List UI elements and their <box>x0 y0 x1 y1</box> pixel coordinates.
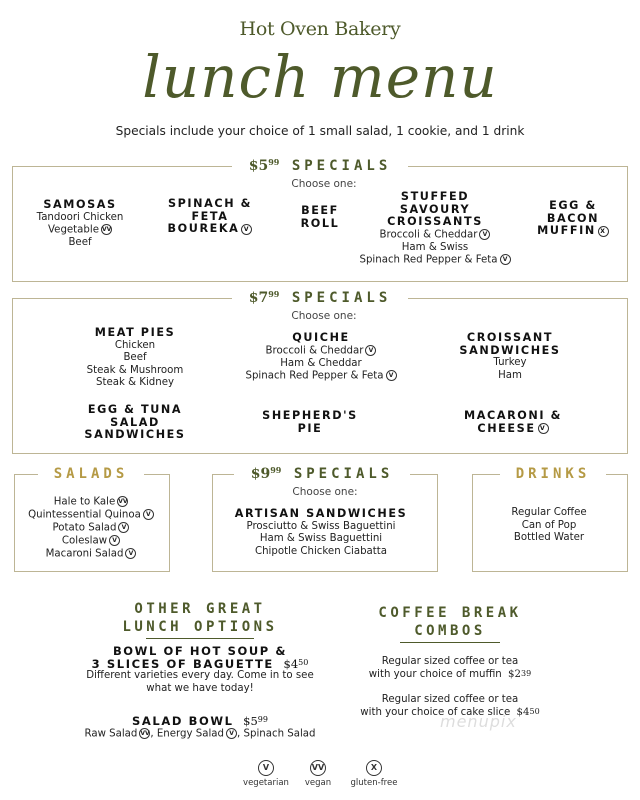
specials-799-choose: Choose one: <box>283 310 365 322</box>
coffee-combo-muffin: Regular sized coffee or tea with your choice of muffin $\$2^{39}$ <box>368 656 532 680</box>
watermark: menupix <box>440 712 517 731</box>
coffee-combo-cake: Regular sized coffee or tea with your choice of cake slice $\$4^{50}$ <box>360 694 540 718</box>
item-egg-tuna-sandwiches: EGG & TUNA SALAD SANDWICHES <box>84 403 186 441</box>
vegetarian-icon: V <box>125 548 136 559</box>
vegetarian-icon: V <box>538 423 549 434</box>
item-beef-roll: BEEF ROLL <box>300 204 340 230</box>
legend-gluten-free: X gluten-free <box>344 760 404 788</box>
vegetarian-icon: V <box>500 254 511 265</box>
coffee-break-divider <box>400 642 500 643</box>
vegan-icon: VV <box>118 498 128 505</box>
other-options-heading: OTHER GREAT LUNCH OPTIONS <box>122 601 278 635</box>
item-macaroni-cheese: MACARONI & CHEESE V <box>464 409 562 435</box>
vegan-icon: VV <box>140 729 150 737</box>
vegetarian-icon: V <box>109 535 120 546</box>
specials-599-choose: Choose one: <box>283 178 365 190</box>
vegetarian-icon: V <box>258 760 274 776</box>
vegetarian-icon: V <box>118 522 129 533</box>
coffee-break-heading: COFFEE BREAK COMBOS <box>378 605 522 639</box>
gluten-free-icon: X <box>598 226 609 237</box>
page-title: lunch menu <box>142 43 498 111</box>
specials-799-heading: $\$7^{99}$ SPECIALS <box>232 290 408 306</box>
vegetarian-icon: V <box>143 509 154 520</box>
drinks-list: Regular Coffee Can of Pop Bottled Water <box>511 507 587 543</box>
salads-heading: SALADS <box>38 466 144 482</box>
other-options-divider <box>146 638 254 639</box>
salads-list: Hale to Kale VV Quintessential Quinoa V Potato Salad V Coleslaw V Macaroni Salad V <box>16 496 166 561</box>
legend-vegetarian: V vegetarian <box>238 760 294 788</box>
item-artisan-sandwiches: ARTISAN SANDWICHES Prosciutto & Swiss Baguettini Ham & Swiss Baguettini Chipotle Chicken Ciabatta <box>234 507 408 557</box>
specials-subtitle: Specials include your choice of 1 small salad, 1 cookie, and 1 drink <box>115 124 525 138</box>
item-shepherds-pie: SHEPHERD'S PIE <box>262 409 358 435</box>
vegetarian-icon: V <box>226 728 237 739</box>
drinks-heading: DRINKS <box>500 466 606 482</box>
vegetarian-icon: V <box>386 370 397 381</box>
soup-option: BOWL OF HOT SOUP & 3 SLICES OF BAGUETTE $\$4^{50}$ Different varieties every day. Come in to see what we have today! <box>86 644 314 694</box>
item-egg-bacon-muffin: EGG & BACON MUFFIN X <box>528 200 618 238</box>
legend-vegan: VV vegan <box>296 760 340 788</box>
specials-999-choose: Choose one: <box>284 486 366 498</box>
vegetarian-icon: V <box>479 229 490 240</box>
specials-999-heading: $\$9^{99}$ SPECIALS <box>234 466 410 482</box>
vegetarian-icon: V <box>241 224 252 235</box>
item-spinach-feta-boureka: SPINACH & FETA BOUREKA V <box>167 197 253 235</box>
specials-599-heading: $\$5^{99}$ SPECIALS <box>232 158 408 174</box>
item-meat-pies: MEAT PIES Chicken Beef Steak & Mushroom Steak & Kidney <box>86 326 184 388</box>
vegan-icon: VV <box>310 760 326 776</box>
vegan-icon: VV <box>101 226 112 233</box>
item-croissant-sandwiches: CROISSANT SANDWICHES Turkey Ham <box>459 331 561 381</box>
item-samosas: SAMOSAS Tandoori Chicken Vegetable VV Beef <box>36 198 124 248</box>
item-stuffed-croissants: STUFFED SAVOURY CROISSANTS Broccoli & Cheddar V Ham & Swiss Spinach Red Pepper & Feta V <box>355 191 515 267</box>
gluten-free-icon: X <box>366 760 382 776</box>
brand-name: Hot Oven Bakery <box>239 18 401 40</box>
item-quiche: QUICHE Broccoli & Cheddar V Ham & Cheddar Spinach Red Pepper & Feta V <box>236 332 406 383</box>
vegetarian-icon: V <box>365 345 376 356</box>
salad-bowl-option: SALAD BOWL $\$5^{99}$ Raw Salad VV, Energy Salad V , Spinach Salad <box>84 714 316 739</box>
